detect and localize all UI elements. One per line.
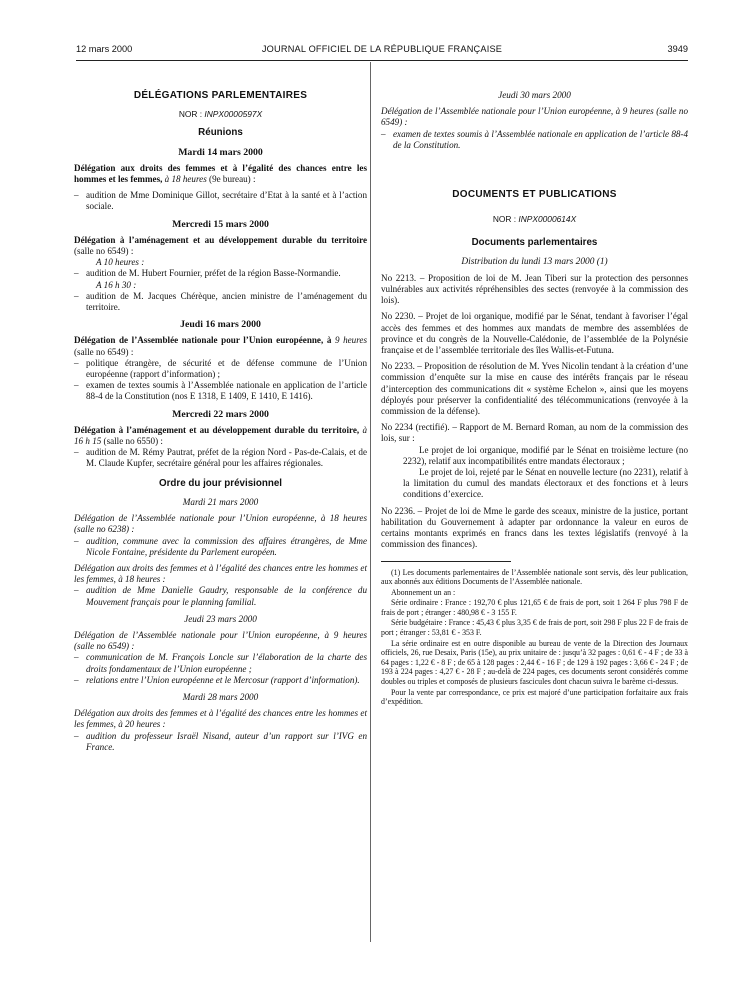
nor-code: INPX0000614X bbox=[518, 214, 577, 225]
journal-title: JOURNAL OFFICIEL DE LA RÉPUBLIQUE FRANÇAISE bbox=[261, 44, 503, 54]
footnote-paragraph: (1) Les documents parlementaires de l’Assemblée nationale sont servis, dès leur publication, aux abonnés aux éditions Documents de l’Assemblée nationale. bbox=[381, 567, 688, 587]
document-entry: No 2233. – Proposition de résolution de M. Yves Nicolin tendant à la création d’une commission d’enquête sur la mise en cause des intérêts français par le réseau d’interception des communications dit « système Echelon », ainsi que les moyens déployés pour préserver la confidentialité des télécommunications (renvoyée à la commission de la défense). bbox=[381, 361, 688, 417]
day-heading: Mardi 28 mars 2000 bbox=[182, 691, 259, 702]
meeting-heading: Délégation de l’Assemblée nationale pour l’Union européenne, à 9 heures (salle no 6549) : bbox=[74, 335, 367, 357]
distribution-date: Distribution du lundi 13 mars 2000 (1) bbox=[461, 256, 608, 267]
agenda-item: – audition, commune avec la commission des affaires étrangères, de Mme Nicole Fontaine, présidente du Parlement européen. bbox=[74, 535, 367, 557]
section-title-delegations: DÉLÉGATIONS PARLEMENTAIRES bbox=[133, 90, 308, 101]
document-sub-paragraph: Le projet de loi, rejeté par le Sénat en nouvelle lecture (no 2231), relatif à la limitation du cumul des mandats électoraux et des fonctions et à leurs conditions d’exercice. bbox=[403, 467, 688, 500]
right-column bbox=[381, 90, 688, 708]
nor-reference bbox=[74, 109, 367, 120]
agenda-item: – politique étrangère, de sécurité et de défense commune de l’Union européenne (rapport d’information) ; bbox=[74, 357, 367, 380]
agenda-item: – audition de Mme Dominique Gillot, secrétaire d’Etat à la santé et à l’action sociale. bbox=[74, 190, 367, 212]
day-heading: Mercredi 22 mars 2000 bbox=[172, 408, 269, 420]
day-heading: Jeudi 16 mars 2000 bbox=[180, 319, 261, 331]
nor-label: NOR : bbox=[492, 214, 519, 225]
footnote-paragraph: Abonnement un an : bbox=[391, 587, 456, 597]
footnote bbox=[381, 568, 688, 707]
agenda-item: – audition de M. Jacques Chérèque, ancien ministre de l’aménagement du territoire. bbox=[74, 290, 367, 313]
meeting-heading: Délégation de l’Assemblée nationale pour l’Union européenne, à 18 heures (salle no 6238) : bbox=[74, 513, 367, 535]
meeting-heading: Délégation de l’Assemblée nationale pour l’Union européenne, à 9 heures (salle no 6549) : bbox=[74, 629, 367, 652]
meeting-heading: Délégation de l’Assemblée nationale pour l’Union européenne, à 9 heures (salle no 6549) : bbox=[381, 106, 688, 128]
agenda-item: – examen de textes soumis à l’Assemblée nationale en application de l’article 88-4 de la Constitution. bbox=[381, 128, 688, 150]
nor-code: INPX0000597X bbox=[204, 109, 263, 120]
agenda-item: – examen de textes soumis à l’Assemblée nationale en application de l’article 88-4 de la Constitution (nos E 1318, E 1409, E 1410, E 1416). bbox=[74, 380, 367, 402]
meeting-heading: Délégation à l’aménagement et au développement durable du territoire (salle no 6549) : bbox=[74, 234, 367, 257]
day-heading: Mardi 14 mars 2000 bbox=[178, 146, 263, 158]
document-number: No 2234 bbox=[381, 422, 413, 433]
day-heading: Jeudi 30 mars 2000 bbox=[498, 90, 571, 100]
document-entry: No 2234 (rectifié). – Rapport de M. Bernard Roman, au nom de la commission des lois, sur : bbox=[381, 422, 688, 444]
meeting-heading: Délégation aux droits des femmes et à l’égalité des chances entre les hommes et les femmes, à 18 heures : bbox=[74, 562, 367, 585]
agenda-item: – audition de Mme Danielle Gaudry, responsable de la conférence du Mouvement français pour le planning familial. bbox=[74, 585, 367, 607]
ordre-du-jour-title: Ordre du jour prévisionnel bbox=[158, 477, 283, 489]
day-heading: Mardi 21 mars 2000 bbox=[182, 496, 259, 507]
document-number: No 2233. bbox=[381, 361, 415, 372]
document-number: No 2230. bbox=[381, 311, 416, 322]
reunions-title: Réunions bbox=[198, 127, 243, 139]
footnote-paragraph: Série budgétaire : France : 45,43 € plus 3,35 € de frais de port, soit 298 F plus 22 F de frais de port ; étranger : 53,81 € - 353 F. bbox=[381, 618, 688, 638]
document-sub-paragraph: Le projet de loi organique, modifié par le Sénat en troisième lecture (no 2232), relatif aux incompatibilités entre mandats électoraux ; bbox=[403, 444, 688, 466]
time-label: A 10 heures : bbox=[96, 257, 145, 268]
document-entry: No 2230. – Projet de loi organique, modifié par le Sénat, tendant à favoriser l’égal accès des femmes et des hommes aux mandats de membre des assemblées de province et du congrès de la Nouvelle-Calédonie, de l’assemblée de la Polynésie française et de l’assemblée territoriale des îles Wallis-et-Futuna. bbox=[381, 311, 688, 356]
day-heading: Mercredi 15 mars 2000 bbox=[172, 218, 269, 230]
agenda-item: – audition de M. Hubert Fournier, préfet de la région Basse-Normandie. bbox=[74, 268, 341, 279]
document-number: No 2236. bbox=[381, 505, 416, 516]
page-number: 3949 bbox=[667, 44, 688, 54]
meeting-heading: Délégation aux droits des femmes et à l’égalité des chances entre les hommes et les femmes, à 20 heures : bbox=[74, 708, 367, 730]
footnote-paragraph: Série ordinaire : France : 192,70 € plus 121,65 € de frais de port, soit 1 264 F plus 798 F de frais de port ; étranger : 480,98 € - 3 155 F. bbox=[381, 598, 688, 617]
section-title-documents: DOCUMENTS ET PUBLICATIONS bbox=[452, 189, 617, 201]
agenda-item: – audition de M. Rémy Pautrat, préfet de la région Nord - Pas-de-Calais, et de M. Claude Kupfer, secrétaire général pour les affaires régionales. bbox=[74, 447, 367, 469]
nor-reference bbox=[381, 214, 688, 225]
agenda-item: – audition du professeur Israël Nisand, auteur d’un rapport sur l’IVG en France. bbox=[74, 730, 367, 752]
agenda-item: – communication de M. François Loncle sur l’élaboration de la charte des droits fondamentaux de l’Union européenne ; bbox=[74, 652, 367, 674]
documents-parlementaires-title: Documents parlementaires bbox=[471, 237, 598, 249]
agenda-item: – relations entre l’Union européenne et le Mercosur (rapport d’information). bbox=[74, 674, 360, 685]
document-entry: No 2236. – Projet de loi de Mme le garde des sceaux, ministre de la justice, portant habilitation du Gouvernement à adapter par ordonnance la valeur en euros de certains montants exprimés en francs dans les textes législatifs (renvoyé à la commission des finances). bbox=[381, 505, 688, 550]
column-divider bbox=[370, 62, 371, 942]
meeting-heading: Délégation aux droits des femmes et à l’égalité des chances entre les hommes et les femmes, à 18 heures (9e bureau) : bbox=[74, 162, 367, 185]
document-entry: No 2213. – Proposition de loi de M. Jean Tiberi sur la protection des personnes vulnérables aux activités répréhensibles des sectes (renvoyée à la commission des lois). bbox=[381, 272, 688, 306]
time-label: A 16 h 30 : bbox=[96, 279, 137, 290]
running-head bbox=[76, 44, 688, 60]
left-column bbox=[74, 90, 367, 753]
header-rule bbox=[76, 60, 688, 61]
day-heading: Jeudi 23 mars 2000 bbox=[184, 613, 257, 624]
footnote-paragraph: Pour la vente par correspondance, ce prix est majoré d’une participation forfaitaire aux frais d’expédition. bbox=[381, 687, 688, 707]
nor-label: NOR : bbox=[178, 109, 205, 120]
footnote-rule bbox=[381, 561, 511, 562]
meeting-heading: Délégation à l’aménagement et au développement durable du territoire, à 16 h 15 (salle no 6550) : bbox=[74, 424, 367, 447]
document-number: No 2213. bbox=[381, 272, 417, 283]
footnote-paragraph: La série ordinaire est en outre disponible au bureau de vente de la Direction des Journaux officiels, 26, rue Desaix, Paris (15e), au prix unitaire de : jusqu’à 32 pages : 0,61 € - 4 F ; de 33 à 64 pages : 1,22 € - 8 F ; de 65 à 128 pages : 2,44 € - 16 F ; de 129 à 192 pages : 3,66 € - 24 F ; de 193 à 224 pages : 4,27 € - 28 F ; au-delà de 224 pages, ces documents seront considérés comme doubles ou triples et composés de plusieurs fascicules dont chacun suivra le barème ci-dessus. bbox=[381, 638, 688, 687]
issue-date: 12 mars 2000 bbox=[76, 44, 133, 54]
